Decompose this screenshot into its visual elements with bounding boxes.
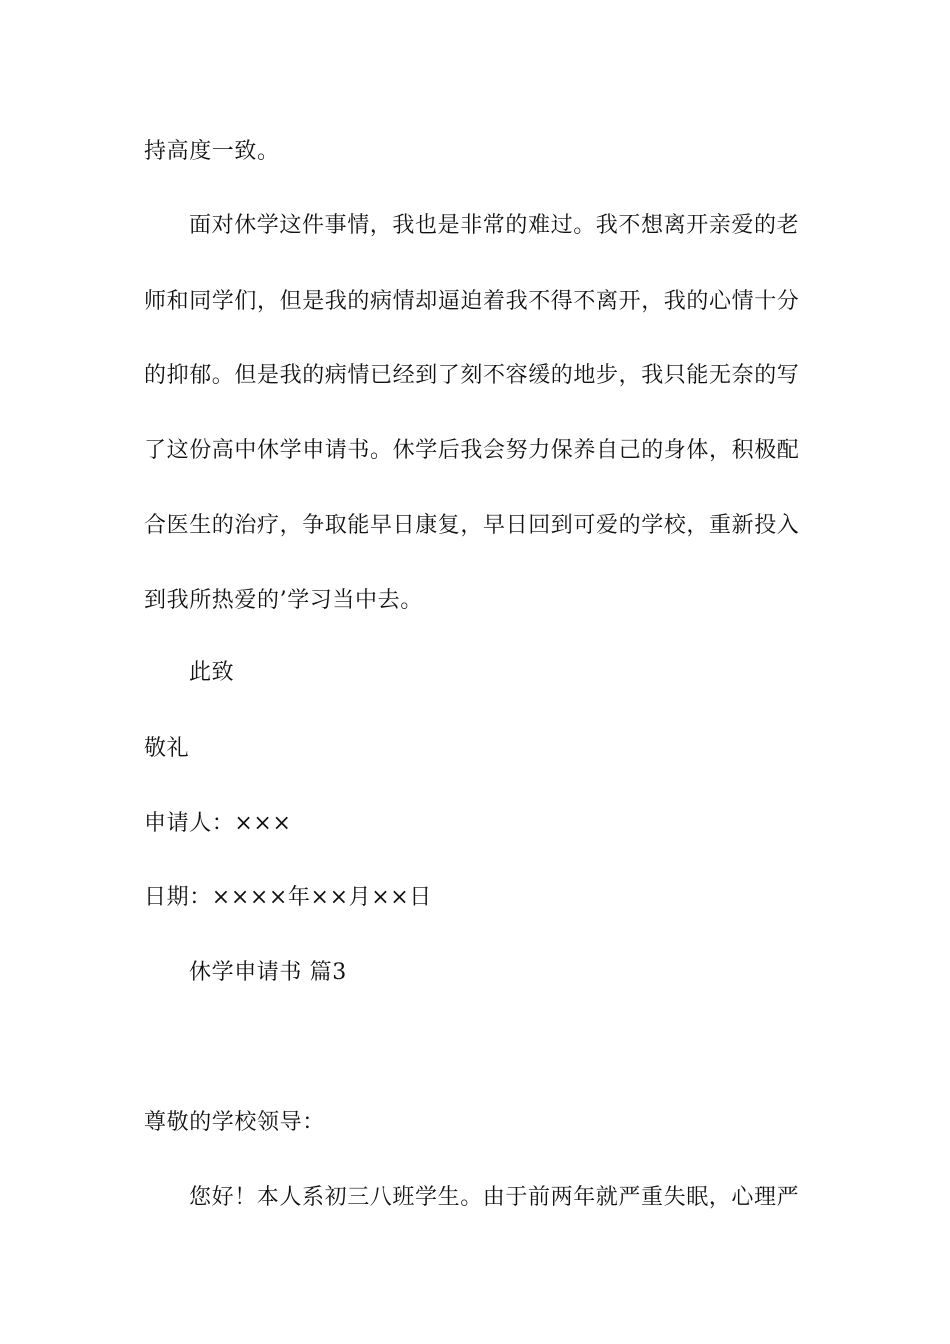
salutation-closing: 敬礼 [144, 736, 190, 761]
closing-phrase: 此致 [189, 660, 235, 685]
paragraph-line: 到我所热爱的’学习当中去。 [144, 588, 423, 613]
section-heading: 休学申请书 篇3 [189, 960, 347, 985]
paragraph-line: 了这份高中休学申请书。休学后我会努力保养自己的身体，积极配 [144, 438, 800, 463]
date-line: 日期：××××年××月××日 [144, 885, 432, 910]
paragraph-line: 合医生的治疗，争取能早日康复，早日回到可爱的学校，重新投入 [144, 513, 800, 538]
paragraph-line: 您好！本人系初三八班学生。由于前两年就严重失眠，心理严 [189, 1185, 800, 1210]
paragraph-line: 的抑郁。但是我的病情已经到了刻不容缓的地步，我只能无奈的写 [144, 363, 800, 388]
paragraph-line: 面对休学这件事情，我也是非常的难过。我不想离开亲爱的老 [189, 213, 800, 238]
paragraph-line: 师和同学们，但是我的病情却逼迫着我不得不离开，我的心情十分 [144, 289, 800, 314]
paragraph-line: 持高度一致。 [144, 139, 280, 164]
applicant-line: 申请人：××× [144, 811, 292, 836]
greeting-line: 尊敬的学校领导： [144, 1110, 325, 1135]
